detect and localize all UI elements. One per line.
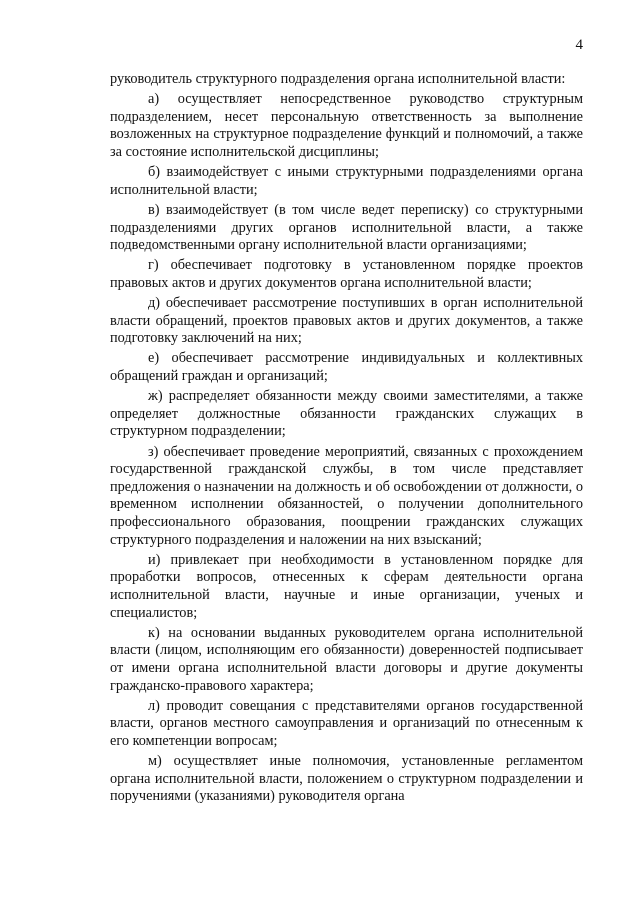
list-item-v: в) взаимодействует (в том числе ведет переписку) со структурными подразделениями других органов исполнительной власти, а также подведомственными органу исполнительной власти организациями; (110, 201, 583, 254)
intro-paragraph: руководитель структурного подразделения органа исполнительной власти: (110, 71, 566, 87)
list-item-l: л) проводит совещания с представителями органов государственной власти, органов местного самоуправления и организаций по отнесенным к его компетенции вопросам; (110, 697, 583, 749)
list-item-a: а) осуществляет непосредственное руководство структурным подразделением, несет персональную ответственность за выполнение возложенных на структурное подразделение функций и полномочий, а также за состояние исполнительской дисциплины; (110, 91, 583, 160)
list-item-z: з) обеспечивает проведение мероприятий, связанных с прохождением государственной гражданской службы, в том числе представляет предложения о назначении на должность и об освобождении от должности, о временном исполнении обязанностей, о получении дополнительного профессионального образования, поощрении гражданских служащих структурного подразделения и наложении на них взысканий; (110, 443, 583, 548)
list-item-m: м) осуществляет иные полномочия, установленные регламентом органа исполнительной власти, положением о структурном подразделении и поручениями (указаниями) руководителя органа (110, 753, 583, 805)
list-item-k: к) на основании выданных руководителем органа исполнительной власти (лицом, исполняющим его обязанности) доверенностей подписывает от имени органа исполнительной власти договоры и другие документы гражданско-правового характера; (110, 624, 583, 694)
list-item-g: г) обеспечивает подготовку в установленном порядке проектов правовых актов и других документов органа исполнительной власти; (110, 257, 583, 291)
list-item-b: б) взаимодействует с иными структурными подразделениями органа исполнительной власти; (110, 164, 583, 198)
list-item-e: е) обеспечивает рассмотрение индивидуальных и коллективных обращений граждан и организаций; (110, 350, 583, 385)
document-body (110, 71, 583, 806)
list-item-i: и) привлекает при необходимости в установленном порядке для проработки вопросов, отнесенных к сферам деятельности органа исполнительной власти, научные и иные организации, ученых и специалистов; (110, 551, 583, 621)
list-item-d: д) обеспечивает рассмотрение поступивших в орган исполнительной власти обращений, проектов правовых актов и других документов, а также подготовку заключений на них; (110, 295, 583, 347)
list-item-zh: ж) распределяет обязанности между своими заместителями, а также определяет должностные обязанности гражданских служащих в структурном подразделении; (110, 388, 583, 440)
page-number: 4 (575, 37, 583, 53)
